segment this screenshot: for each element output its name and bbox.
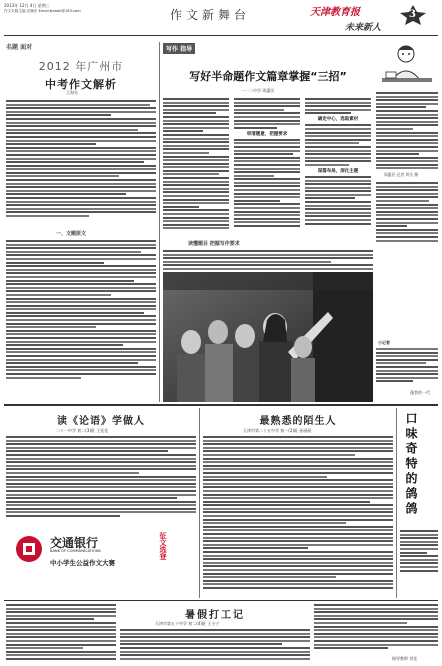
news-photo [163, 272, 373, 402]
middle-article [163, 40, 373, 250]
essay-3 [120, 604, 310, 664]
bank-contest-line: 中小学生公益作文大赛 [50, 559, 115, 567]
vertical-title-text: 口味奇特的鸽鸽 [404, 412, 418, 517]
mid-lower-text [163, 250, 373, 270]
left-author: 王海先 [66, 90, 78, 95]
essay-3-author: 天津市第五十中学 初二(4)班 王小宁 [155, 621, 220, 626]
column-divider-3 [396, 408, 397, 598]
bank-name: 交通银行 [50, 536, 99, 550]
left-subheading-1: 一、文题原文 [56, 231, 87, 237]
mid-author: 一一二中学 周惠民 [241, 88, 275, 93]
left-body-block-2 [6, 240, 156, 395]
tagline: 未来新人 [345, 23, 382, 33]
column-tag-mid: 写作 指导 [163, 43, 195, 54]
right-col-caption: 周惠民 记者 刘岳 摄 [384, 172, 418, 177]
column-divider-1 [159, 42, 160, 402]
essay-1-title: 读《论语》学做人 [57, 416, 145, 427]
cartoon-illustration [376, 40, 438, 90]
page-number: 3 [409, 9, 416, 20]
photo-caption-text [376, 348, 438, 396]
mid-col-3 [305, 98, 371, 248]
essay-2 [203, 408, 393, 598]
title-line-1: 2012 年广州市 [38, 60, 124, 73]
bank-slogan: 征文选登 [159, 532, 168, 560]
students-photo-image [163, 272, 373, 402]
page-number-badge [398, 4, 428, 26]
section-rule [4, 404, 438, 406]
mid-article-title: 写好半命题作文篇章掌握“三招” [189, 70, 347, 83]
header-rule [4, 35, 438, 36]
right-col-text-2 [376, 182, 438, 252]
photo-credit: 蓬勃的一代 [410, 390, 430, 395]
essay-1 [6, 408, 196, 528]
essay-1-body [6, 436, 196, 526]
mid-caption-bottom: 读懂题目 把握写作要求 [188, 241, 240, 247]
mid-subheading-2: 确定中心，选取素材 [317, 117, 359, 123]
byline-right: 指导教师 刘佳 [392, 656, 418, 661]
mid-subheading-1: 审清题意，把握要求 [246, 131, 288, 137]
vertical-essay-title [403, 412, 433, 532]
left-body-block-1 [6, 100, 156, 230]
date-line: 2013年 12月 4日 星期三 [4, 3, 50, 8]
bank-english-name: BANK OF COMMUNICATIONS [50, 549, 101, 553]
essay-3-title: 暑假打工记 [185, 610, 245, 621]
essay-1-author: 二十一中学 初二(3)班 王佳佳 [56, 428, 109, 433]
column-divider-2 [199, 408, 200, 598]
left-article [6, 40, 156, 400]
photo-caption-label: 小记者 [378, 340, 390, 345]
essay-2-author: 天津市第二十五中学 初一(2)班 孙丽丽 [243, 428, 312, 433]
essay-3-body [120, 629, 310, 663]
header [0, 0, 442, 40]
column-tag-left: 名题 面对 [6, 44, 33, 51]
essay-3-right-text [314, 604, 438, 656]
essay-2-body [203, 436, 393, 596]
mid-col-1 [163, 98, 229, 248]
mid-subheading-3: 谋篇布局，深化主题 [317, 168, 359, 174]
essay-2-title: 最熟悉的陌生人 [259, 416, 337, 427]
editor-line: 作文专版主编 汪晓东 Email:tjzwbk@163.com [4, 9, 81, 13]
essay-3-left-text [6, 604, 116, 664]
vertical-essay-body [400, 530, 438, 596]
left-article-title [6, 58, 156, 92]
mid-col-2 [234, 98, 300, 248]
section-title: 作文新舞台 [170, 8, 251, 22]
right-col-text [376, 92, 438, 182]
newspaper-name: 天津教育报 [310, 7, 360, 18]
title-line-2: 中考作文解析 [45, 78, 117, 91]
bank-logo-icon [14, 534, 44, 564]
teacher-desk-cartoon-icon [376, 40, 438, 90]
section-rule-2 [4, 600, 438, 601]
bank-ad [6, 528, 196, 580]
